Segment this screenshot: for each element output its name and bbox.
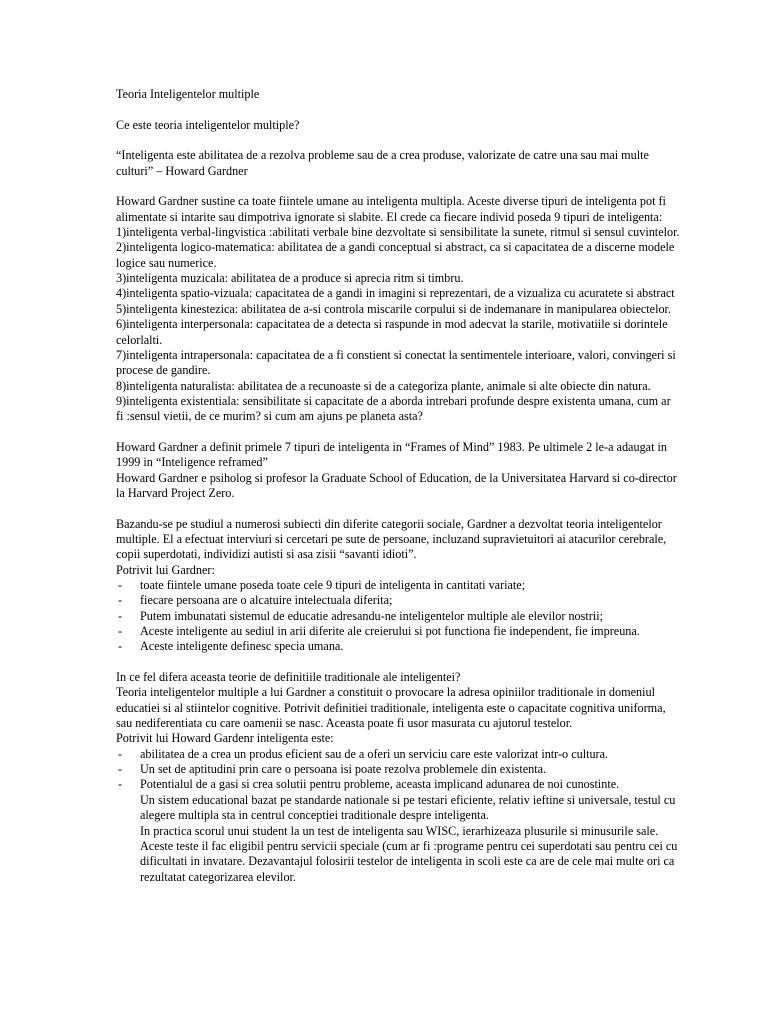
type-item-5: 5)inteligenta kinestezica: abilitatea de a-si controla miscarile corpului si de indemanare in manipularea obiectelor. [116, 301, 671, 316]
type-item-4: 4)inteligenta spatio-vizuala: capacitatea de a gandi in imagini si reprezentari, de a vizualiza cu acuratete si abstract [116, 286, 675, 301]
bio-paragraph: Howard Gardner e psiholog si profesor la Graduate School of Education, de la Universitatea Harvard si co-director la Harvard Project Zero. [116, 470, 677, 500]
intro-paragraph: Howard Gardner sustine ca toate fiintele umane au inteligenta multipla. Aceste diverse tipuri de inteligenta pot fi alimentate si intarite sau dimpotriva ignorate si slabite. El crede ca fiecare individ poseda 9 tipuri de inteligenta: [116, 194, 666, 224]
intelligence-types-section [116, 194, 680, 424]
list-item: - Aceste inteligente au sediul in arii diferite ale creierului si pot functiona fie independent, fie impreuna. [116, 624, 680, 639]
question-how-differs: In ce fel difera aceasta teorie de definitiile traditionale ale inteligentei? [116, 670, 461, 685]
history-paragraph: Howard Gardner a definit primele 7 tipuri de inteligenta in “Frames of Mind” 1983. Pe ultimele 2 le-a adaugat in 1999 in “Inteligence reframed” [116, 439, 667, 470]
type-item-2: 2)inteligenta logico-matematica: abilitatea de a gandi conceptual si abstract, ca si capacitatea de a discerne modele logice sau numerice. [116, 240, 675, 270]
closing-paragraph-2: In practica scorul unui student la un test de inteligenta sau WISC, ierarhizeaza plusurile si minusurile sale. Aceste teste il fac eligibil pentru servicii speciale (cum ar fi :programe pentru cei superdotati sau pentru cei cu dificultati in invatare. Dezavantajul folosirii testelor de inteligenta in scoli este ca are de cele mai multe ori ca rezultatat categorizarea elevilor. [140, 823, 678, 884]
closing-paragraph-1: Un sistem educational bazat pe standarde nationale si pe testari eficiente, relativ ieftine si universale, testul cu alegere multipla sta in centrul conceptiei traditionale despre inteligenta. [140, 792, 676, 823]
list-item: - toate fiintele umane poseda toate cele 9 tipuri de inteligenta in cantitati variate; [116, 578, 680, 593]
comparison-paragraph: Teoria inteligentelor multiple a lui Gardner a constituit o provocare la adresa opiniilor traditionale in domeniul educatiei si al stiintelor cognitive. Potrivit definitiei traditionale, inteligenta este o capacitate cognitiva uniforma, sau nediferentiata cu care oamenii se nasc. Aceasta poate fi usor masurata cu ajutorul testelor. [116, 685, 666, 731]
definition-label: Potrivit lui Howard Gardenr inteligenta este: [116, 731, 334, 746]
gardner-quote: “Inteligenta este abilitatea de a rezolva probleme sau de a crea produse, valorizate de catre una sau mai multe culturi” – Howard Gardner [116, 148, 649, 178]
list-item: - Un set de aptitudini prin care o persoana isi poate rezolva problemele din existenta. [116, 762, 680, 777]
list-item: - Potentialul de a gasi si crea solutii pentru probleme, aceasta implicand adunarea de noi cunostinte. [116, 777, 680, 792]
type-item-7: 7)inteligenta intrapersonala: capacitatea de a fi constient si conectat la sentimentele interioare, valori, convingeri si procese de gandire. [116, 347, 676, 378]
list-item: - abilitatea de a crea un produs eficient sau de a oferi un serviciu care este valorizat intr-o cultura. [116, 747, 680, 762]
type-item-3: 3)inteligenta muzicala: abilitatea de a produce si aprecia ritm si timbru. [116, 271, 464, 286]
list-item: - Putem imbunatati sistemul de educatie adresandu-ne inteligentelor multiple ale elevilor nostrii; [116, 609, 680, 624]
type-item-1: 1)inteligenta verbal-lingvistica :abilitati verbale bine dezvoltate si sensibilitate la sunete, ritmul si sensul cuvintelor. [116, 225, 680, 240]
according-list [116, 578, 680, 655]
type-item-9: 9)inteligenta existentiala: sensibilitate si capacitate de a aborda intrebari profunde despre existenta umana, cum ar fi :sensul vietii, de ce murim? si cum am ajuns pe planeta asta? [116, 393, 671, 424]
question-what-is-theory: Ce este teoria inteligentelor multiple? [116, 117, 300, 132]
list-item: - Aceste inteligente definesc specia umana. [116, 639, 680, 654]
research-paragraph: Bazandu-se pe studiul a numerosi subiecti din diferite categorii sociale, Gardner a dezvoltat teoria inteligentelor multiple. El a efectuat interviuri si cercetari pe sute de persoane, incluzand supravietuitori ai atacurilor cerebrale, copii superdotati, individizi autisti si asa zisii “savanti idioti”. [116, 516, 667, 562]
definition-list [116, 747, 680, 793]
list-item: - fiecare persoana are o alcatuire intelectuala diferita; [116, 593, 680, 608]
type-item-6: 6)inteligenta interpersonala: capacitatea de a detecta si raspunde in mod adecvat la starile, motivatiile si dorintele celorlalti. [116, 317, 668, 347]
document-title: Teoria Inteligentelor multiple [116, 87, 260, 101]
type-item-8: 8)inteligenta naturalista: abilitatea de a recunoaste si de a categoriza plante, animale si alte obiecte din natura. [116, 378, 651, 393]
according-label: Potrivit lui Gardner: [116, 562, 215, 577]
